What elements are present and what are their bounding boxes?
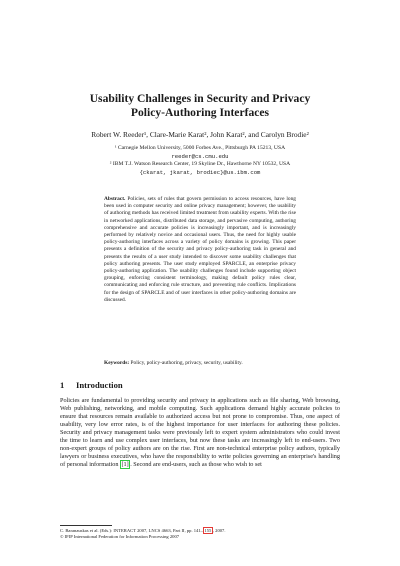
affiliation-1-address: ¹ Carnegie Mellon University, 5000 Forbes Ave., Pittsburgh PA 15213, USA xyxy=(114,145,286,151)
footer-citation-a: C. Baranauskas et al. (Eds.): INTERACT 2007, LNCS 4663, Part II, pp. 141– xyxy=(60,528,203,533)
section-title: Introduction xyxy=(76,380,123,390)
keywords-label: Keywords: xyxy=(104,360,130,366)
footer-page-link[interactable]: 155 xyxy=(204,528,212,533)
keywords xyxy=(104,360,296,367)
section-heading xyxy=(60,380,340,391)
citation-link[interactable]: [1] xyxy=(121,461,129,469)
abstract xyxy=(104,196,296,304)
intro-paragraph xyxy=(60,397,340,469)
footer-rule xyxy=(60,525,112,526)
keywords-text: Policy, policy-authoring, privacy, security, usability. xyxy=(130,360,243,366)
intro-text-a: Policies are fundamental to providing security and privacy in applications such as file sharing, Web browsing, Web publishing, networking, and mobile computing. Such applications demand highly accurate policies to ensure that resources remain available to authorized access but not prone to compromise. Thus, one aspect of usability, very low error rates, is of the highest importance for user interfaces for authoring these policies. Security and privacy management tasks were previously left to expert system administrators who could invest the time to learn and use complex user interfaces, but now these tasks are increasingly left to end-users. Two non-expert groups of policy authors are on the rise. First are non-technical enterprise policy authors, typically lawyers or business executives, who have the responsibility to write policies governing an enterprise's handling of personal information xyxy=(60,397,340,469)
abstract-label: Abstract. xyxy=(104,196,126,202)
paper-title xyxy=(60,92,340,120)
affiliation-2 xyxy=(40,161,360,176)
section-number: 1 xyxy=(60,380,65,390)
affiliation-2-email[interactable]: {ckarat, jkarat, brodiec}@us.ibm.com xyxy=(139,168,261,176)
title-line-2: Policy-Authoring Interfaces xyxy=(130,106,270,119)
affiliation-2-address: ² IBM T.J. Watson Research Center, 19 Skyline Dr., Hawthorne NY 10532, USA xyxy=(109,161,291,167)
author-list: Robert W. Reeder¹, Clare-Marie Karat², John Karat², and Carolyn Brodie² xyxy=(91,130,309,139)
intro-text-b: . Second are end-users, such as those who wish to set xyxy=(130,461,262,469)
footer-citation-b: , 2007. xyxy=(212,528,226,533)
affiliation-1 xyxy=(40,145,360,160)
footer-copyright: © IFIP International Federation for Information Processing 2007 xyxy=(60,534,180,539)
title-line-1: Usability Challenges in Security and Privacy xyxy=(89,92,311,105)
abstract-text: Policies, sets of rules that govern permission to access resources, have long been used in computer security and online privacy management; however, the usability of authoring methods has received limited treatment from usability experts. With the rise in networked applications, distributed data storage, and pervasive computing, authoring comprehensive and accurate policies is increasingly important, and is increasingly performed by relatively novice and occasional users. Thus, the need for highly usable policy-authoring interfaces across a variety of policy domains is growing. This paper presents a definition of the security and privacy policy-authoring task in general and presents the results of a user study intended to discover some usability challenges that policy authoring presents. The user study employed SPARCLE, an enterprise privacy policy-authoring application. The usability challenges found include supporting object grouping, enforcing consistent terminology, making default policy rules clear, communicating and enforcing rule structure, and preventing rule conflicts. Implications for the design of SPARCLE and of user interfaces in other policy-authoring domains are discussed. xyxy=(104,196,296,303)
affiliation-1-email[interactable]: reeder@cs.cmu.edu xyxy=(171,152,229,160)
footer xyxy=(60,528,340,540)
